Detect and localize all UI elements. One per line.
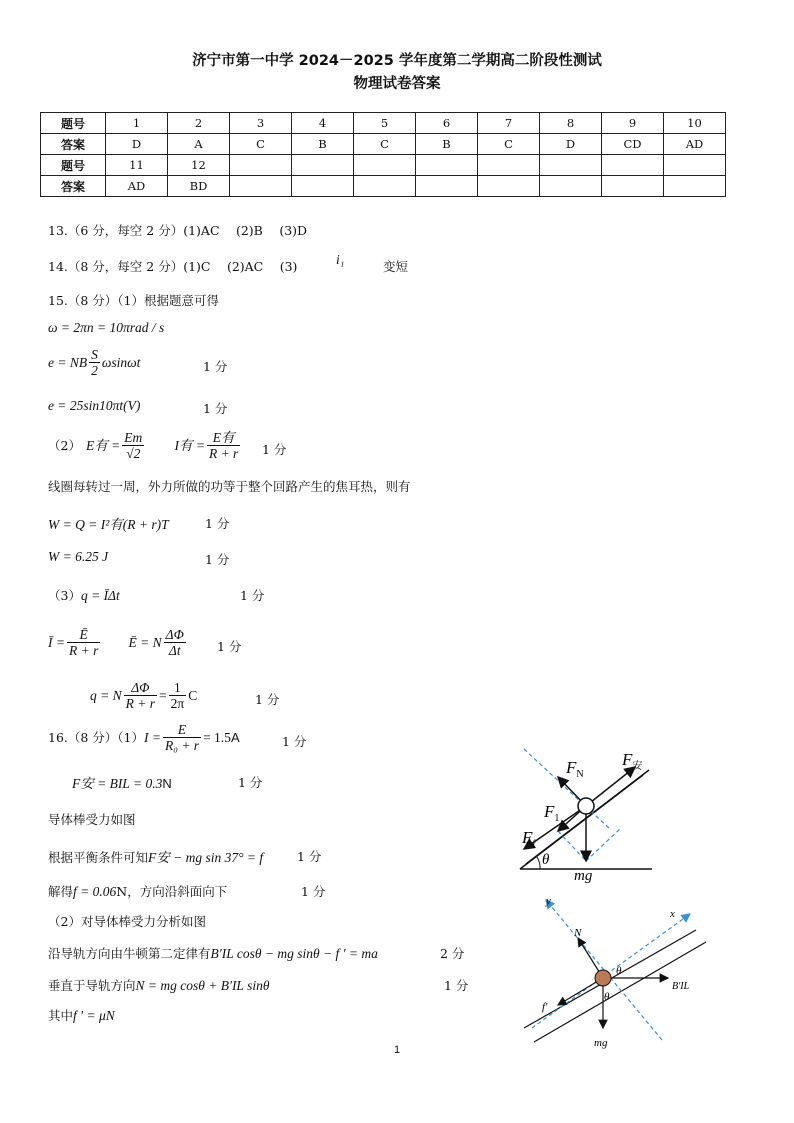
mg-label: mg xyxy=(574,868,593,884)
q15-charge-eq: （3）q = ĪΔt xyxy=(48,588,120,603)
table-cell: 7 xyxy=(478,113,540,134)
q16-perpendicular-eq: 垂直于导轨方向N = mg cosθ + B′IL sinθ xyxy=(48,978,270,993)
fraction: $\frac{Em}{√2}$ xyxy=(124,430,143,461)
table-cell xyxy=(416,176,478,197)
table-cell xyxy=(230,176,292,197)
q16-force-figure-text: 导体棒受力如图 xyxy=(48,812,136,827)
q16-balance-eq: 根据平衡条件可知F安 − mg sin 37° = f xyxy=(48,850,264,865)
table-cell: BD xyxy=(168,176,230,197)
table-cell: 1 xyxy=(106,113,168,134)
table-cell: C xyxy=(230,134,292,155)
q15-work-eq: W = Q = I²有(R + r)T xyxy=(48,517,169,532)
score: 1 分 xyxy=(262,442,287,457)
q16-solve-eq: 解得f = 0.06N，方向沿斜面向下 xyxy=(48,884,228,899)
force-diagram-axes xyxy=(510,890,710,1055)
table-cell xyxy=(354,176,416,197)
table-cell: A xyxy=(168,134,230,155)
answer-table xyxy=(40,112,726,197)
table-cell: AD xyxy=(106,176,168,197)
fraction: $\frac{1}{2\pi}$ xyxy=(170,680,185,711)
page-title: 济宁市第一中学 2024－2025 学年度第二学期高二阶段性测试 xyxy=(192,53,602,69)
q16-current-eq: 16.（8 分）（1）I = $\frac{E}{\text{R₀ + r}}$ = 1.5A xyxy=(48,722,240,753)
table-cell xyxy=(478,176,540,197)
score: 1 分 xyxy=(444,978,469,993)
table-cell: 8 xyxy=(540,113,602,134)
table-cell: 11 xyxy=(106,155,168,176)
table-cell: 5 xyxy=(354,113,416,134)
table-cell xyxy=(602,176,664,197)
table-cell xyxy=(292,176,354,197)
table-cell: D xyxy=(106,134,168,155)
theta2-label: θ xyxy=(604,991,610,1003)
score: 1 分 xyxy=(203,401,228,416)
table-cell: 6 xyxy=(416,113,478,134)
theta-label: θ xyxy=(542,852,550,868)
force-diagram-incline xyxy=(510,745,670,885)
n-label: N xyxy=(574,927,582,939)
fraction: $\frac{E}{\text{R₀ + r}}$ xyxy=(165,722,200,753)
score: 1 分 xyxy=(282,734,307,749)
score: 1 分 xyxy=(301,884,326,899)
q16-ampere-force-eq: F安 = BIL = 0.3N xyxy=(72,776,172,791)
f1-label: $F_1$ xyxy=(544,802,560,824)
score: 1 分 xyxy=(203,359,228,374)
page-number: 1 xyxy=(394,1044,401,1056)
q16-part2-text: （2）对导体棒受力分析如图 xyxy=(48,914,206,929)
table-cell: B xyxy=(292,134,354,155)
q15-average-eq: Ī = $\frac{Ē}{R + r}$ Ē = N $\frac{\Delta\Phi}{\Delta t}$ xyxy=(48,627,184,658)
table-cell: 9 xyxy=(602,113,664,134)
mg-label: mg xyxy=(594,1037,608,1049)
page-subtitle: 物理试卷答案 xyxy=(353,76,441,92)
q14-answer: 14.（8 分，每空 2 分）(1)C (2)AC (3) xyxy=(48,259,298,274)
fraction: $\frac{Ē}{R + r}$ xyxy=(68,627,99,658)
table-cell: 12 xyxy=(168,155,230,176)
table-cell: C xyxy=(354,134,416,155)
table-cell xyxy=(354,155,416,176)
fan-label: $F_安$ xyxy=(622,750,643,772)
q15-heat-text: 线圈每转过一周，外力所做的功等于整个回路产生的焦耳热，则有 xyxy=(48,479,411,494)
table-cell: CD xyxy=(602,134,664,155)
fn-label: $F_N$ xyxy=(566,758,584,780)
row-label: 答案 xyxy=(41,134,106,155)
f-label: f′ xyxy=(542,1001,548,1013)
table-cell xyxy=(540,176,602,197)
score: 1 分 xyxy=(205,552,230,567)
row-label: 题号 xyxy=(41,155,106,176)
q15-work-value: W = 6.25 J xyxy=(48,549,109,564)
table-cell: 4 xyxy=(292,113,354,134)
row-label: 题号 xyxy=(41,113,106,134)
table-cell xyxy=(664,176,726,197)
fraction: $\frac{\Delta\Phi}{R + r}$ xyxy=(125,680,155,711)
score: 1 分 xyxy=(238,775,263,790)
q15-heading: 15.（8 分）（1）根据题意可得 xyxy=(48,293,220,308)
table-cell: C xyxy=(478,134,540,155)
y-axis-label: y xyxy=(546,895,551,907)
table-cell xyxy=(292,155,354,176)
q15-charge-result: q = N $\frac{\Delta\Phi}{R + r}$ = $\frac{1}{2\pi}$ C xyxy=(90,680,198,711)
q16-newton-eq: 沿导轨方向由牛顿第二定律有B′IL cosθ − mg sinθ − f ′ = ma xyxy=(48,946,378,961)
q14-answer-tail: 变短 xyxy=(383,259,409,274)
table-row xyxy=(41,134,726,155)
table-cell: 3 xyxy=(230,113,292,134)
table-row xyxy=(41,155,726,176)
table-cell: 2 xyxy=(168,113,230,134)
q15-e-eq: e = NB $\frac{S}{2}$ ωsinωt xyxy=(48,347,141,378)
fraction: $\frac{\text{E有}}{R + r}$ xyxy=(208,430,239,461)
table-cell xyxy=(664,155,726,176)
table-cell xyxy=(416,155,478,176)
ff-label: $F_f$ xyxy=(522,828,536,850)
table-cell: D xyxy=(540,134,602,155)
table-row xyxy=(41,113,726,134)
bil-label: B′IL xyxy=(672,981,690,992)
q15-e2-eq: e = 25sin10πt(V) xyxy=(48,398,141,413)
table-row xyxy=(41,176,726,197)
q15-effective-eq: （2） E有 = $\frac{Em}{√2}$ I有 = $\frac{\text{E有}}{R + r}$ xyxy=(48,430,239,461)
q16-friction-eq: 其中f ′ = μN xyxy=(48,1008,115,1023)
table-cell xyxy=(540,155,602,176)
q14-i1: i₁ xyxy=(336,252,345,267)
score: 2 分 xyxy=(440,946,465,961)
fraction: $\frac{\Delta\Phi}{\Delta t}$ xyxy=(165,627,184,658)
row-label: 答案 xyxy=(41,176,106,197)
table-cell xyxy=(230,155,292,176)
theta1-label: θ xyxy=(616,965,622,977)
table-cell: B xyxy=(416,134,478,155)
table-cell: 10 xyxy=(664,113,726,134)
table-cell: AD xyxy=(664,134,726,155)
fraction: $\frac{S}{2}$ xyxy=(91,347,98,378)
q13-answer: 13.（6 分，每空 2 分）(1)AC (2)B (3)D xyxy=(48,223,308,238)
score: 1 分 xyxy=(240,588,265,603)
q15-omega-eq: ω = 2πn = 10πrad / s xyxy=(48,320,165,335)
score: 1 分 xyxy=(217,639,242,654)
x-axis-label: x xyxy=(670,908,675,920)
score: 1 分 xyxy=(205,516,230,531)
table-cell xyxy=(602,155,664,176)
table-cell xyxy=(478,155,540,176)
score: 1 分 xyxy=(297,849,322,864)
score: 1 分 xyxy=(255,692,280,707)
